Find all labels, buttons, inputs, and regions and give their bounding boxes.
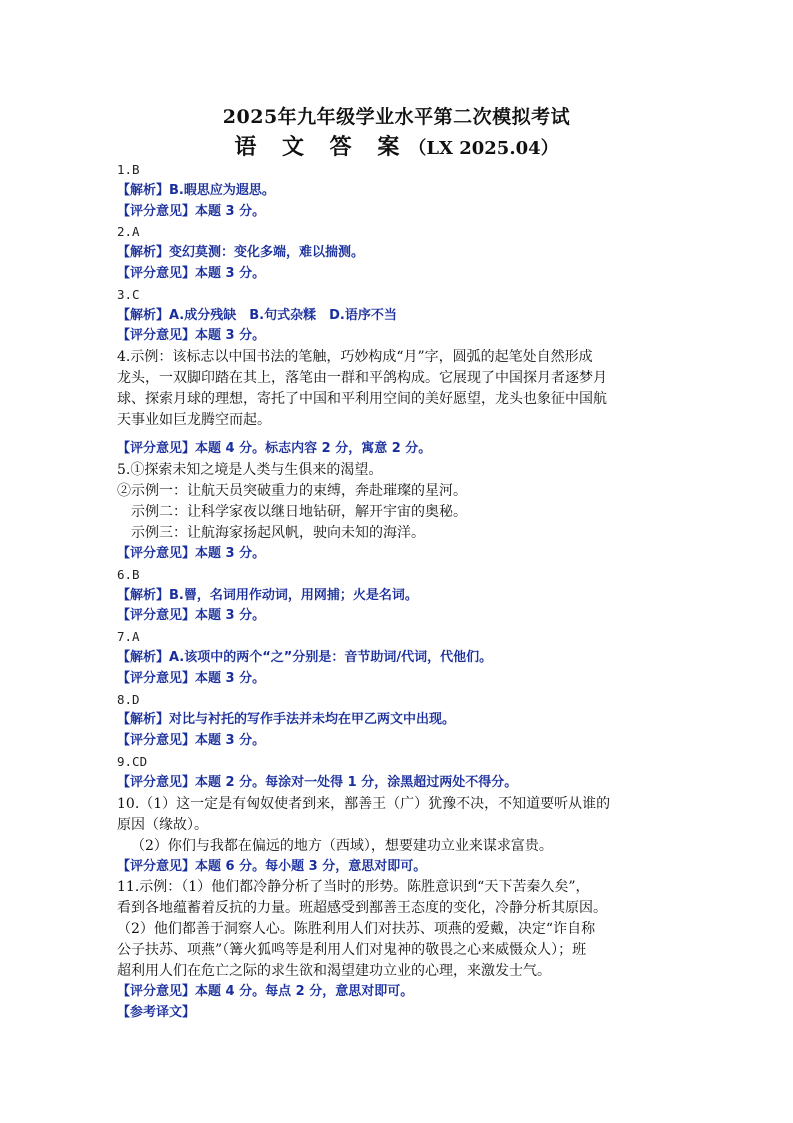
q7-answer: 7.A bbox=[117, 629, 140, 645]
q2-answer: 2.A bbox=[117, 224, 140, 240]
q6-score: 【评分意见】本题 3 分。 bbox=[117, 608, 266, 624]
exam-title: 2025年九年级学业水平第二次模拟考试 bbox=[222, 106, 571, 128]
q2-analysis: 【解析】变幻莫测：变化多端，难以揣测。 bbox=[117, 245, 365, 261]
q11-line: 11.示例：（1）他们都冷静分析了当时的形势。陈胜意识到“天下苦秦久矣”， bbox=[117, 879, 590, 896]
q1-analysis: 【解析】B.暇思应为遐思。 bbox=[117, 182, 275, 198]
q8-answer: 8.D bbox=[117, 691, 140, 707]
q4-line: 龙头，一双脚印踏在其上，落笔由一群和平鸽构成。它展现了中国探月者逐梦月 bbox=[117, 370, 607, 387]
answer-subtitle bbox=[0, 130, 793, 161]
q4-line: 天事业如巨龙腾空而起。 bbox=[117, 412, 271, 429]
q10-line: （2）你们与我都在偏远的地方（西域），想要建功立业来谋求富贵。 bbox=[131, 837, 553, 854]
q11-line: （2）他们都善于洞察人心。陈胜利用人们对扶苏、项燕的爱戴，决定“诈自称 bbox=[117, 921, 596, 938]
q5-line: 示例二：让科学家夜以继日地钻研，解开宇宙的奥秘。 bbox=[131, 503, 467, 520]
reference-translation-heading: 【参考译文】 bbox=[117, 1005, 196, 1021]
q4-score: 【评分意见】本题 4 分。标志内容 2 分，寓意 2 分。 bbox=[117, 441, 432, 457]
q9-answer: 9.CD bbox=[117, 753, 148, 769]
q5-line: ②示例一：让航天员突破重力的束缚，奔赴璀璨的星河。 bbox=[117, 482, 467, 499]
q11-line: 超利用人们在危亡之际的求生欲和渴望建功立业的心理，来激发士气。 bbox=[117, 963, 551, 980]
q1-answer: 1.B bbox=[117, 162, 140, 177]
q2-score: 【评分意见】本题 3 分。 bbox=[117, 265, 266, 281]
q4-line: 4.示例：该标志以中国书法的笔触，巧妙构成“月”字，圆弧的起笔处自然形成 bbox=[117, 349, 593, 366]
answer-content bbox=[117, 160, 679, 1024]
q3-analysis: 【解析】A.成分残缺 B.句式杂糅 D.语序不当 bbox=[117, 307, 397, 323]
q5-line: 示例三：让航海家扬起风帆，驶向未知的海洋。 bbox=[131, 524, 425, 541]
q7-analysis: 【解析】A.该项中的两个“之”分别是：音节助词/代词，代他们。 bbox=[117, 649, 493, 665]
q3-score: 【评分意见】本题 3 分。 bbox=[117, 328, 266, 344]
q7-score: 【评分意见】本题 3 分。 bbox=[117, 670, 266, 686]
q11-line: 看到各地蕴蓄着反抗的力量。班超感受到鄯善王态度的变化，冷静分析其原因。 bbox=[117, 900, 607, 917]
q6-analysis: 【解析】B.罾，名词用作动词，用网捕；火是名词。 bbox=[117, 587, 418, 603]
q3-answer: 3.C bbox=[117, 286, 140, 302]
q8-analysis: 【解析】对比与衬托的写作手法并未均在甲乙两文中出现。 bbox=[117, 712, 456, 728]
q10-line: 原因（缘故）。 bbox=[117, 816, 208, 833]
q4-line: 球、探索月球的理想，寄托了中国和平利用空间的美好愿望，龙头也象征中国航 bbox=[117, 391, 607, 408]
q11-line: 公子扶苏、项燕”（篝火狐鸣等是利用人们对鬼神的敬畏之心来威慑众人）；班 bbox=[117, 942, 587, 959]
q9-score: 【评分意见】本题 2 分。每涂对一处得 1 分，涂黑超过两处不得分。 bbox=[117, 774, 518, 790]
subtitle-main: 语 文 答 案 bbox=[234, 134, 409, 160]
q5-score: 【评分意见】本题 3 分。 bbox=[117, 545, 266, 561]
subtitle-code: （LX 2025.04） bbox=[408, 138, 559, 159]
q11-score: 【评分意见】本题 4 分。每点 2 分，意思对即可。 bbox=[117, 984, 414, 1000]
q5-line: 5.①探索未知之境是人类与生俱来的渴望。 bbox=[117, 461, 383, 478]
q10-score: 【评分意见】本题 6 分。每小题 3 分，意思对即可。 bbox=[117, 858, 427, 874]
q1-score: 【评分意见】本题 3 分。 bbox=[117, 203, 266, 219]
q8-score: 【评分意见】本题 3 分。 bbox=[117, 733, 266, 749]
q6-answer: 6.B bbox=[117, 566, 140, 582]
q10-line: 10.（1）这一定是有匈奴使者到来，鄯善王（广）犹豫不决，不知道要听从谁的 bbox=[117, 795, 611, 812]
